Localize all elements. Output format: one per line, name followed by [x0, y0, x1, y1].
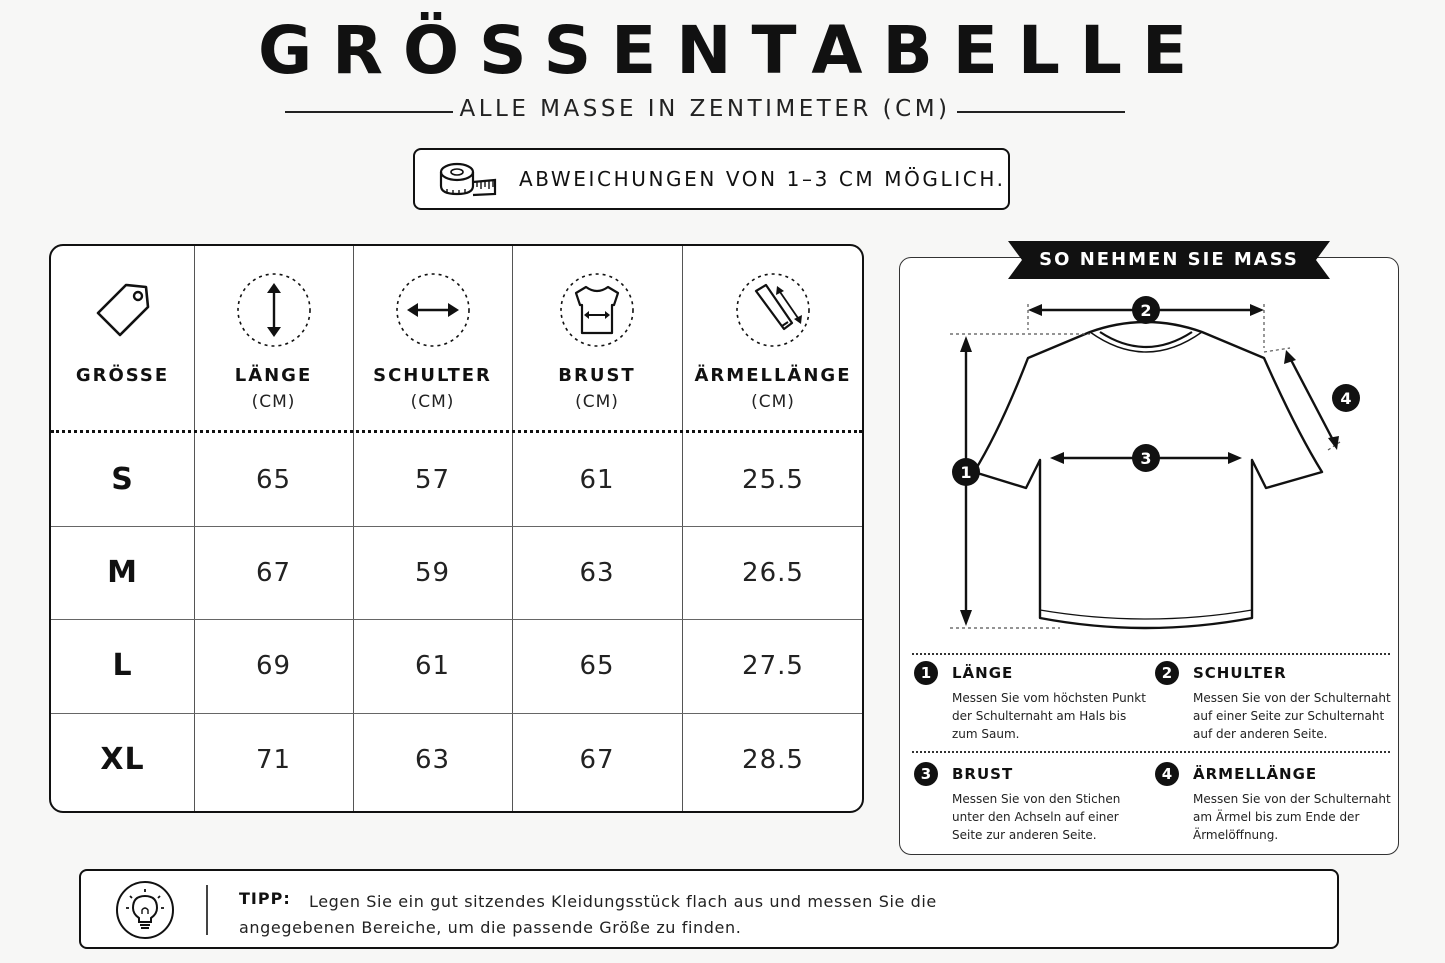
marker-2 — [1132, 296, 1160, 324]
guide-item-desc: Messen Sie von den Stichen unter den Achseln auf einer Seite zur anderen Seite. — [952, 792, 1121, 842]
header-size — [51, 246, 194, 430]
guide-banner-text: SO NEHMEN SIE MASS — [1039, 249, 1299, 270]
cell-shoulder-l: 61 — [414, 650, 451, 681]
size-label-s: S — [111, 462, 134, 497]
size-label-xl: XL — [100, 742, 145, 777]
cell-length-s: 65 — [255, 464, 292, 495]
guide-item-desc: Messen Sie von der Schulternaht am Ärmel bis zum Ende der Ärmelöffnung. — [1193, 792, 1391, 842]
size-label-l: L — [112, 648, 133, 683]
size-label-m: M — [107, 555, 138, 590]
sleeve-icon — [734, 271, 812, 349]
measuring-tape-icon — [437, 158, 499, 202]
cell-chest-xl: 67 — [579, 744, 615, 775]
lightbulb-icon — [115, 880, 175, 940]
cell-chest-s: 61 — [579, 464, 615, 495]
header-chest-label: BRUST — [558, 365, 636, 386]
header-length — [194, 246, 353, 430]
deviation-note — [413, 148, 1010, 210]
tip-divider — [206, 885, 208, 935]
cell-shoulder-s: 57 — [414, 464, 451, 495]
guide-item-desc: Messen Sie vom höchsten Punkt der Schulternaht am Hals bis zum Saum. — [952, 691, 1146, 741]
page-title: GRÖSSENTABELLE — [257, 12, 1208, 89]
subtitle-rule-right — [957, 111, 1125, 113]
header-length-label: LÄNGE — [234, 365, 313, 386]
header-size-label: GRÖSSE — [75, 365, 170, 386]
guide-divider — [912, 751, 1390, 753]
tip-text: Legen Sie ein gut sitzendes Kleidungsstück flach aus und messen Sie die angegebenen Bereiche, um die passende Größe zu finden. — [239, 892, 937, 937]
svg-text:2: 2 — [1140, 301, 1152, 320]
tag-icon — [84, 271, 162, 349]
deviation-note-text: ABWEICHUNGEN VON 1–3 CM MÖGLICH. — [519, 167, 1006, 191]
chest-icon — [558, 271, 636, 349]
cell-sleeve-l: 27.5 — [742, 650, 804, 681]
header-chest-unit: (CM) — [575, 392, 619, 412]
svg-text:1: 1 — [960, 463, 972, 482]
guide-banner — [1008, 241, 1330, 279]
header-length-unit: (CM) — [251, 392, 296, 412]
cell-sleeve-s: 25.5 — [742, 464, 804, 495]
length-arrow-icon — [235, 271, 313, 349]
tip-label: TIPP: — [239, 889, 291, 908]
guide-item-title: BRUST — [952, 765, 1014, 783]
shoulder-arrow-icon — [394, 271, 472, 349]
cell-sleeve-xl: 28.5 — [742, 744, 804, 775]
subtitle-row — [285, 96, 1125, 128]
guide-item-title: ÄRMELLÄNGE — [1193, 765, 1318, 783]
header-sleeve-unit: (CM) — [751, 392, 795, 412]
header-shoulder-label: SCHULTER — [373, 365, 492, 386]
header-sleeve — [682, 246, 864, 430]
header-sleeve-label: ÄRMELLÄNGE — [694, 365, 852, 386]
cell-chest-m: 63 — [579, 557, 615, 588]
cell-shoulder-xl: 63 — [414, 744, 451, 775]
header-chest — [512, 246, 682, 430]
cell-length-xl: 71 — [255, 744, 292, 775]
guide-item-number: 1 — [914, 661, 938, 685]
tshirt-diagram — [930, 290, 1370, 645]
guide-item-title: SCHULTER — [1193, 664, 1287, 682]
svg-text:4: 4 — [1340, 389, 1352, 408]
tip-box — [79, 869, 1339, 949]
marker-3 — [1132, 444, 1160, 472]
guide-item-number: 2 — [1155, 661, 1179, 685]
subtitle: ALLE MASSE IN ZENTIMETER (CM) — [459, 96, 951, 122]
cell-chest-l: 65 — [579, 650, 615, 681]
cell-shoulder-m: 59 — [414, 557, 451, 588]
guide-item-number: 3 — [914, 762, 938, 786]
header-shoulder-unit: (CM) — [410, 392, 455, 412]
cell-length-l: 69 — [255, 650, 292, 681]
size-table — [49, 244, 864, 813]
guide-divider — [912, 653, 1390, 655]
guide-item-number: 4 — [1155, 762, 1179, 786]
guide-item-desc: Messen Sie von der Schulternaht auf einer Seite zur Schulternaht auf der anderen Seite. — [1193, 691, 1391, 741]
marker-4 — [1332, 384, 1360, 412]
marker-1 — [952, 458, 980, 486]
guide-item-title: LÄNGE — [952, 664, 1014, 682]
tshirt-outline — [974, 322, 1322, 628]
cell-sleeve-m: 26.5 — [742, 557, 804, 588]
svg-text:3: 3 — [1140, 449, 1152, 468]
header-shoulder — [353, 246, 512, 430]
cell-length-m: 67 — [255, 557, 292, 588]
